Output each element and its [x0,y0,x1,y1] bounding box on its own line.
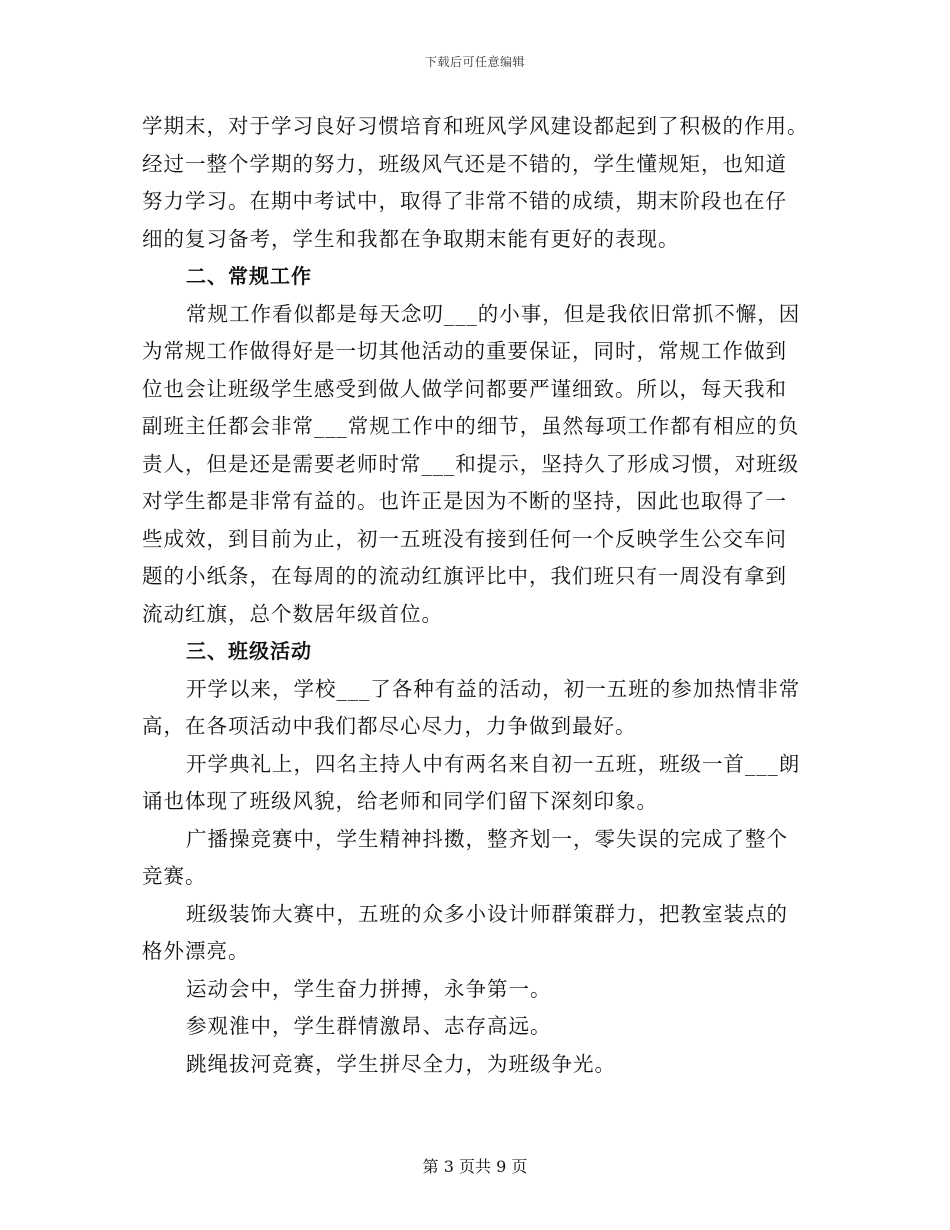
document-body [142,108,810,1083]
text-line: 广播操竞赛中，学生精神抖擞，整齐划一，零失误的完成了整个 [186,826,788,851]
text-line: 努力学习。在期中考试中，取得了非常不错的成绩，期末阶段也在仔 [142,189,787,213]
text-line: 开学典礼上，四名主持人中有两名来自初一五班，班级一首___朗 [186,751,801,776]
text-line: 格外漂亮。 [142,939,250,963]
text-line: 学期末，对于学习良好习惯培育和班风学风建设都起到了积极的作用。 [142,114,809,138]
text-line: 副班主任都会非常___常规工作中的细节，虽然每项工作都有相应的负 [142,414,800,438]
text-line: 对学生都是非常有益的。也许正是因为不断的坚持，因此也取得了一 [142,489,787,513]
text-line: 细的复习备考，学生和我都在争取期末能有更好的表现。 [142,226,680,251]
text-line: 开学以来，学校___了各种有益的活动，初一五班的参加热情非常 [186,676,801,701]
section-heading: 三、班级活动 [186,639,312,663]
text-line: 常规工作看似都是每天念叨___的小事，但是我依旧常抓不懈，因 [186,301,801,326]
text-line: 跳绳拔河竞赛，学生拼尽全力，为班级争光。 [186,1051,616,1076]
text-line: 责人，但是还是需要老师时常___和提示，坚持久了形成习惯，对班级 [142,451,800,476]
text-line: 位也会让班级学生感受到做人做学问都要严谨细致。所以，每天我和 [142,376,787,401]
page-footer: 第 3 页共 9 页 [422,1157,528,1176]
section-heading: 二、常规工作 [186,264,312,288]
text-line: 参观淮中，学生群情激昂、志存高远。 [186,1014,552,1038]
text-line: 高，在各项活动中我们都尽心尽力，力争做到最好。 [142,714,637,738]
text-line: 流动红旗，总个数居年级首位。 [142,601,443,626]
text-line: 为常规工作做得好是一切其他活动的重要保证，同时，常规工作做到 [142,339,787,363]
text-line: 竞赛。 [142,864,207,888]
text-line: 题的小纸条，在每周的的流动红旗评比中，我们班只有一周没有拿到 [142,564,787,588]
text-line: 经过一整个学期的努力，班级风气还是不错的，学生懂规矩，也知道 [142,151,787,176]
text-line: 诵也体现了班级风貌，给老师和同学们留下深刻印象。 [142,789,658,813]
page-header: 下载后可任意编辑 [424,55,525,69]
text-line: 运动会中，学生奋力拼搏，永争第一。 [186,976,552,1001]
text-line: 班级装饰大赛中，五班的众多小设计师群策群力，把教室装点的 [186,901,788,926]
text-line: 些成效，到目前为止，初一五班没有接到任何一个反映学生公交车问 [142,526,787,551]
